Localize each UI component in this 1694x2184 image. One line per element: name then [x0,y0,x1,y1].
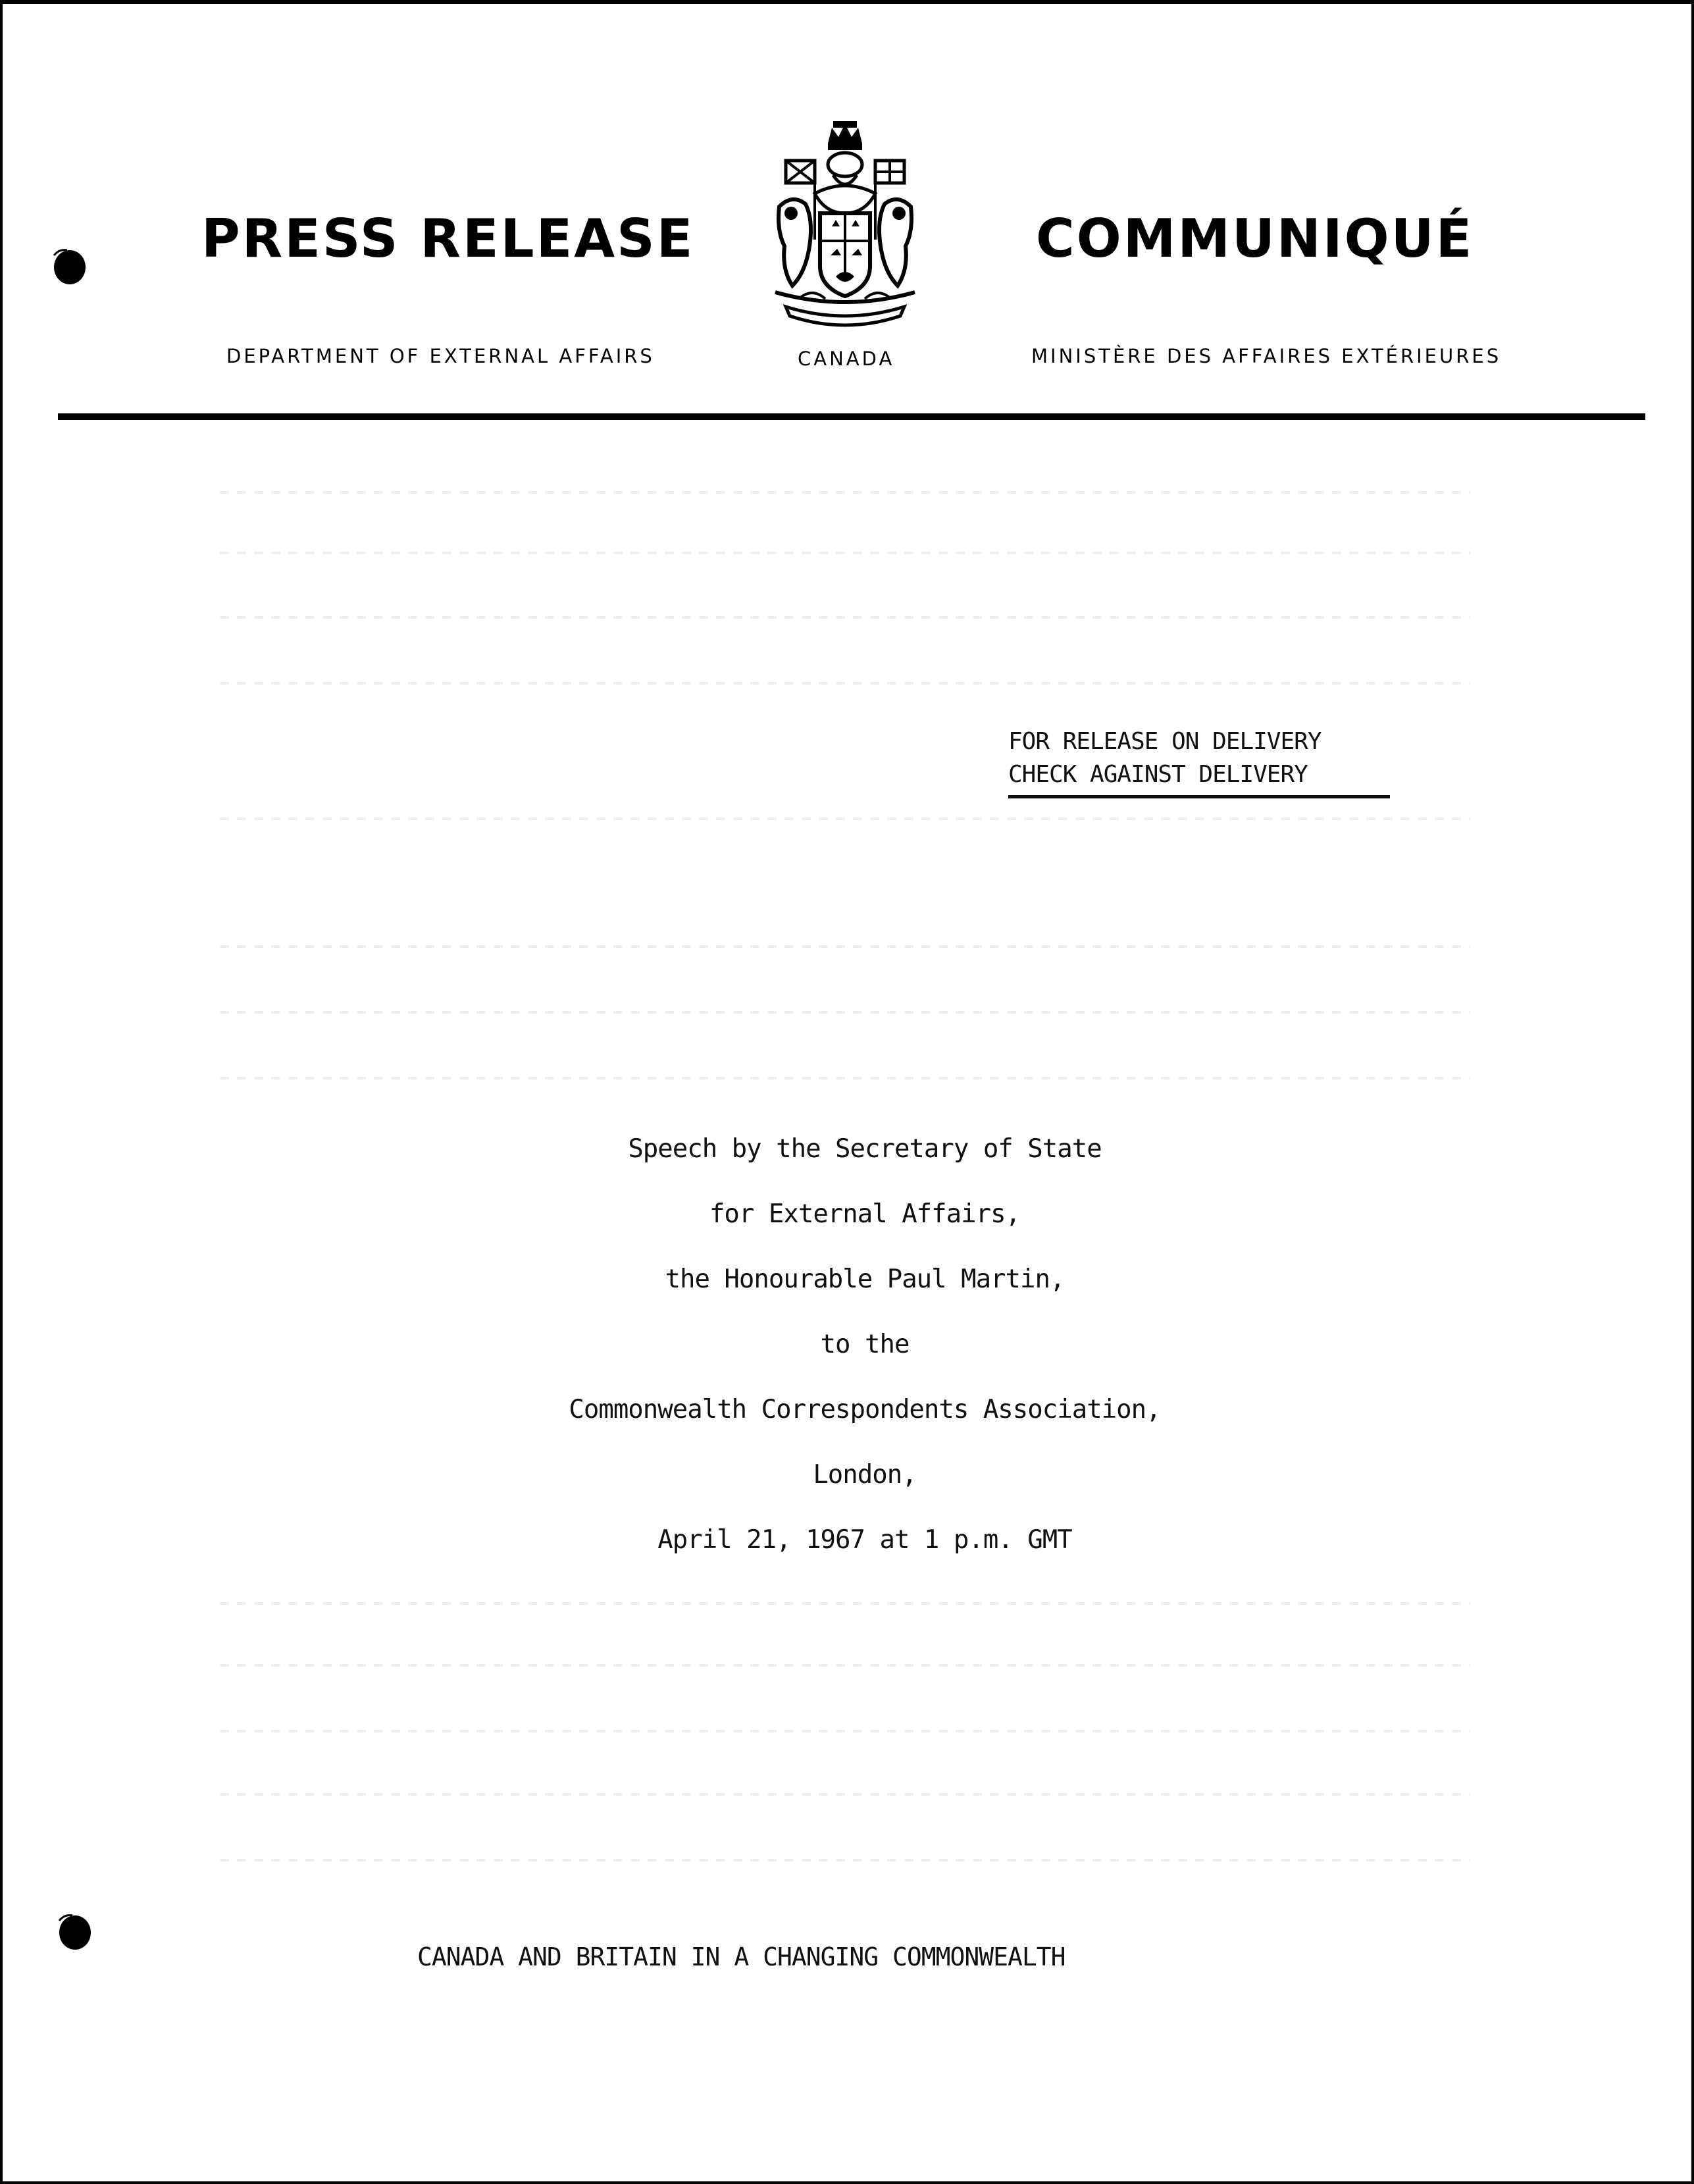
bleed-through-mark [220,1793,1470,1796]
release-notice-line: FOR RELEASE ON DELIVERY [1008,728,1322,755]
bleed-through-mark [220,1011,1470,1014]
speech-header-line: the Honourable Paul Martin, [665,1264,1065,1294]
bleed-through-mark [220,1859,1470,1861]
letterhead-divider [58,413,1645,420]
bleed-through-mark [220,818,1470,820]
letterhead-center-subtitle: CANADA [798,348,895,370]
bleed-through-mark [220,682,1470,685]
binder-hole-icon [50,246,87,287]
letterhead-right-title: COMMUNIQUÉ [1036,208,1474,269]
speech-header-line: to the [820,1330,910,1359]
bleed-through-mark [220,491,1470,494]
letterhead-left-title: PRESS RELEASE [201,208,695,269]
speech-header [371,1116,1358,1573]
bleed-through-mark [220,1730,1470,1732]
release-notice-line: CHECK AGAINST DELIVERY [1008,761,1308,788]
letterhead-left-subtitle: DEPARTMENT OF EXTERNAL AFFAIRS [226,345,655,367]
speech-header-line: Commonwealth Correspondents Association, [569,1395,1161,1424]
release-notice-underline [1008,795,1390,798]
bleed-through-mark [220,1602,1470,1605]
speech-header-line: for External Affairs, [709,1199,1021,1229]
speech-header-line: Speech by the Secretary of State [628,1134,1102,1164]
bleed-through-mark [220,1077,1470,1079]
release-notice [1008,725,1390,798]
bleed-through-mark [220,945,1470,948]
letterhead-right-subtitle: MINISTÈRE DES AFFAIRES EXTÉRIEURES [1031,345,1502,367]
bleed-through-mark [220,616,1470,619]
bleed-through-mark [220,1664,1470,1667]
speech-header-line: April 21, 1967 at 1 p.m. GMT [657,1525,1072,1555]
speech-header-line: London, [813,1460,917,1490]
binder-hole-icon [55,1911,92,1952]
speech-title: CANADA AND BRITAIN IN A CHANGING COMMONWEALTH [417,1942,1065,1971]
bleed-through-mark [220,552,1470,554]
coat-of-arms-icon [759,115,931,338]
